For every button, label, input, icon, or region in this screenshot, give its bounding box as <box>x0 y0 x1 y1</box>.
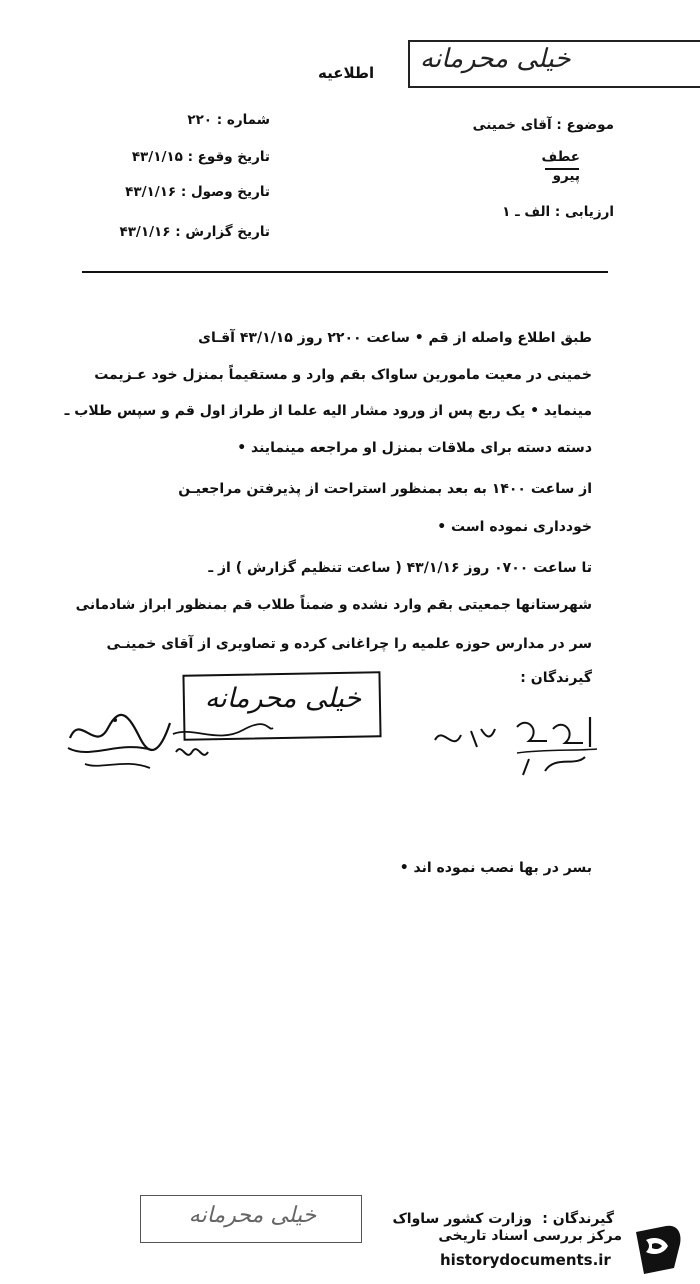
handwritten-signature-left <box>60 698 180 778</box>
body-line: گیرندگان : <box>520 670 592 686</box>
closing-line: بسر در بها نصب نموده اند • <box>399 860 592 876</box>
body-line: از ساعت ۱۴۰۰ به بعد بمنظور استراحت از پذیرفتن مراجعیـن <box>178 481 592 497</box>
archive-logo-icon <box>630 1224 684 1274</box>
date-occurrence-line: تاریخ وقوع : ۴۳/۱/۱۵ <box>131 149 270 165</box>
bottom-classification-stamp: خیلی محرمانه <box>188 1203 317 1228</box>
archive-url: historydocuments.ir <box>440 1251 611 1269</box>
body-line: شهرستانها جمعیتی بقم وارد نشده و ضمناً طلاب قم بمنظور ابراز شادمانی <box>75 597 592 613</box>
body-line: مینماید • یک ربع پس از ورود مشار الیه علما از طراز اول قم و سپس طلاب ـ <box>64 403 592 419</box>
body-line: دسته دسته برای ملاقات بمنزل او مراجعه مینمایند • <box>237 440 592 456</box>
reference-line-1: عطف <box>541 149 580 165</box>
mid-classification-stamp: خیلی محرمانه <box>204 683 362 714</box>
date-receipt-line: تاریخ وصول : ۴۳/۱/۱۶ <box>125 184 270 200</box>
number-line: شماره : ۲۲۰ <box>187 112 270 128</box>
body-line: تا ساعت ۰۷۰۰ روز ۴۳/۱/۱۶ ( ساعت تنظیم گزارش ) از ـ <box>208 560 592 576</box>
subject-line: موضوع : آقای خمینی <box>472 117 614 133</box>
date-report-line: تاریخ گزارش : ۴۳/۱/۱۶ <box>119 224 270 240</box>
body-line: طبق اطلاع واصله از قم • ساعت ۲۲۰۰ روز ۴۳/۱/۱۵ آقـای <box>198 330 592 346</box>
body-line: سر در مدارس حوزه علمیه را چراغانی کرده و تصاویری از آقای خمینـی <box>106 636 592 652</box>
evaluation-line: ارزیابی : الف ـ ۱ <box>502 204 614 220</box>
recipients-value: وزارت کشور ساواک <box>392 1211 532 1227</box>
handwritten-annotation-right <box>425 705 605 785</box>
archive-name: مرکز بررسی اسناد تاریخی <box>438 1228 622 1244</box>
header-divider <box>82 271 608 273</box>
document-title: اطلاعیه <box>318 64 375 82</box>
reference-line-2: پیرو <box>552 168 580 184</box>
recipients-label: گیرندگان : <box>542 1211 614 1227</box>
top-classification-stamp: خیلی محرمانه <box>420 44 571 74</box>
body-line: خمینی در معیت مامورین ساواک بقم وارد و مستقیماً بمنزل خود عـزیمت <box>94 367 592 383</box>
body-line: خودداری نموده است • <box>437 519 592 535</box>
handwritten-note-under-stamp <box>168 722 278 767</box>
